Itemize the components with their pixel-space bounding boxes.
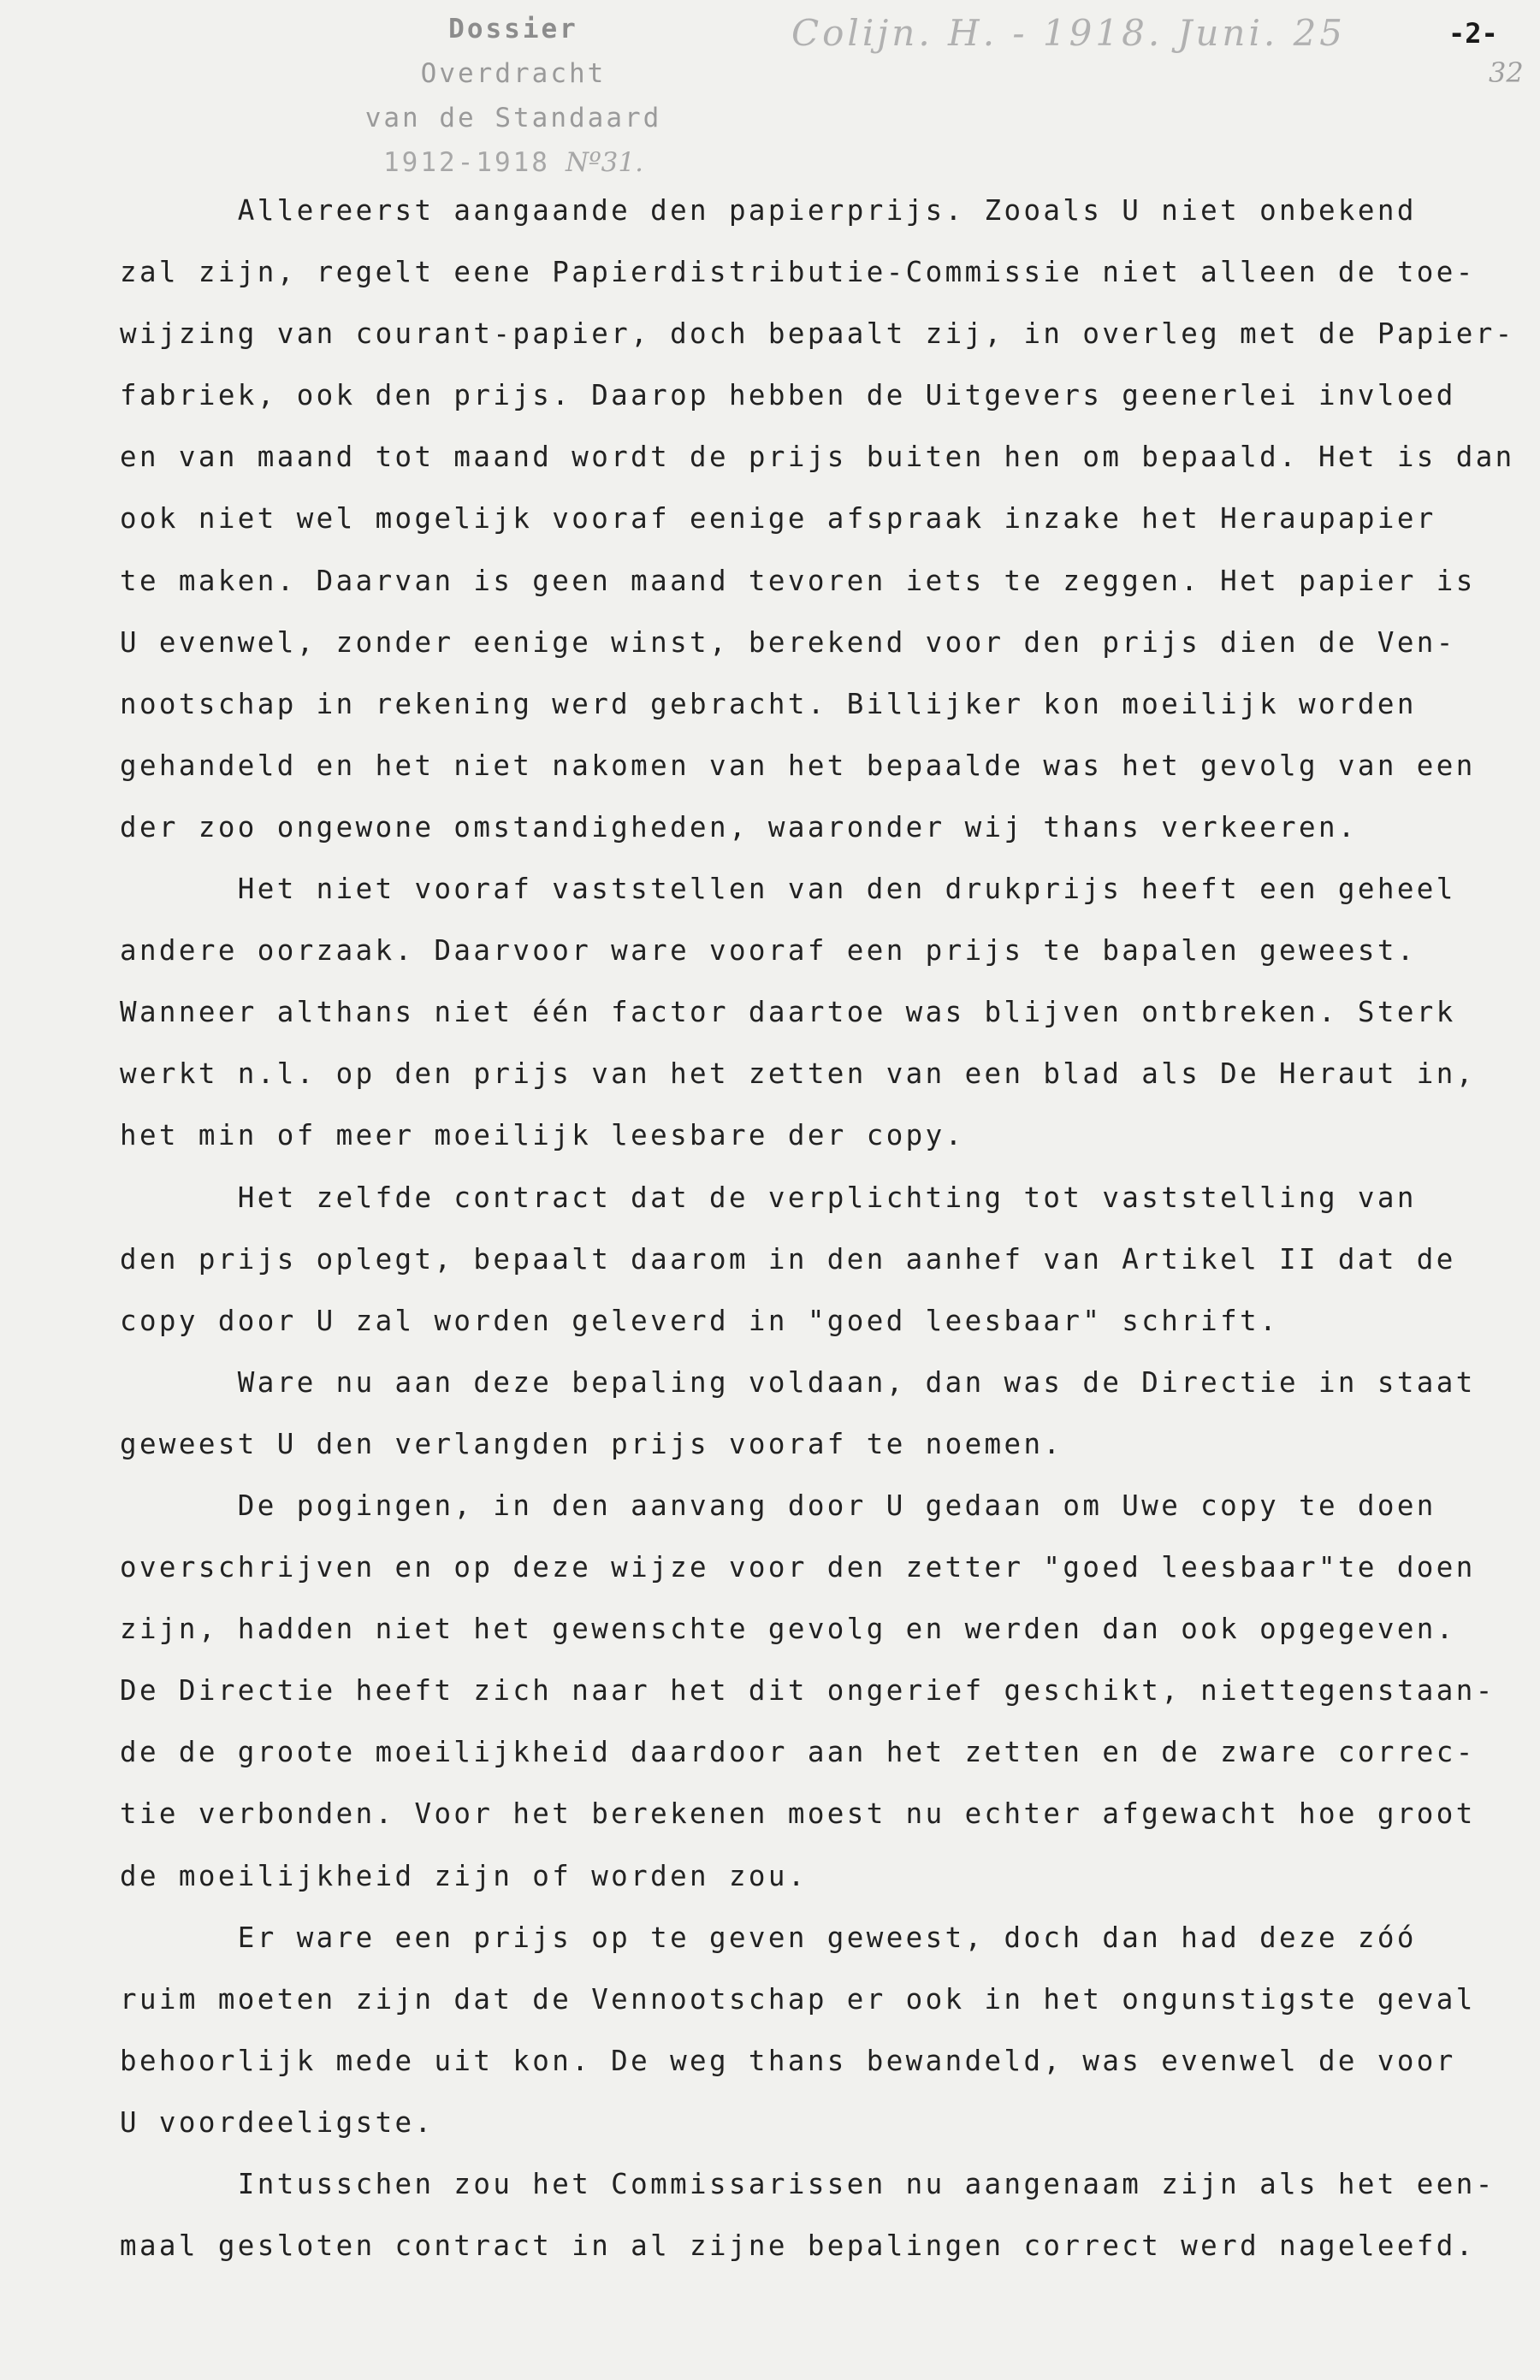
text-line: Intusschen zou het Commissarissen nu aangenaam zijn als het een- (120, 2168, 1496, 2200)
text-line: werkt n.l. op den prijs van het zetten van een blad als De Heraut in, (120, 1057, 1476, 1091)
text-line: te maken. Daarvan is geen maand tevoren iets te zeggen. Het papier is (120, 564, 1476, 597)
text-line: gehandeld en het niet nakomen van het bepaalde was het gevolg van een (120, 749, 1476, 782)
text-line: De pogingen, in den aanvang door U gedaan om Uwe copy te doen (120, 1489, 1436, 1522)
text-line: wijzing van courant-papier, doch bepaalt zij, in overleg met de Papier- (120, 317, 1515, 351)
text-line: behoorlijk mede uit kon. De weg thans bewandeld, was evenwel de voor (120, 2044, 1456, 2077)
text-line: Het zelfde contract dat de verplichting tot vaststelling van (120, 1181, 1417, 1214)
text-line: nootschap in rekening werd gebracht. Billijker kon moeilijk worden (120, 687, 1417, 720)
text-line: Allereerst aangaande den papierprijs. Zooals U niet onbekend (120, 194, 1417, 227)
text-line: andere oorzaak. Daarvoor ware vooraf een prijs te bapalen geweest. (120, 934, 1417, 968)
archive-stamp (325, 7, 702, 185)
stamp-years: 1912-1918 (383, 147, 550, 178)
text-line: Ware nu aan deze bepaling voldaan, dan was de Directie in staat (120, 1365, 1476, 1399)
text-line: fabriek, ook den prijs. Daarop hebben de Uitgevers geenerlei invloed (120, 379, 1456, 412)
text-line: U evenwel, zonder eenige winst, berekend voor den prijs dien de Ven- (120, 625, 1456, 659)
text-line: overschrijven en op deze wijze voor den zetter "goed leesbaar"te doen (120, 1551, 1476, 1584)
folio-number: 32 (1489, 56, 1524, 89)
text-line: copy door U zal worden geleverd in "goed leesbaar" schrift. (120, 1304, 1280, 1337)
text-line: De Directie heeft zich naar het dit ongerief geschikt, niettegenstaan- (120, 1674, 1496, 1708)
text-line: zijn, hadden niet het gewenschte gevolg en werden dan ook opgegeven. (120, 1613, 1456, 1646)
text-line: ook niet wel mogelijk vooraf eenige afspraak inzake het Heraupapier (120, 502, 1436, 536)
text-line: der zoo ongewone omstandigheden, waaronder wij thans verkeeren. (120, 810, 1358, 844)
text-line: tie verbonden. Voor het berekenen moest nu echter afgewacht hoe groot (120, 1797, 1476, 1831)
text-line: Wanneer althans niet één factor daartoe was blijven ontbreken. Sterk (120, 996, 1456, 1029)
text-line: den prijs oplegt, bepaalt daarom in den aanhef van Artikel II dat de (120, 1242, 1456, 1276)
text-line: ruim moeten zijn dat de Vennootschap er ook in het ongunstigste geval (120, 1982, 1476, 2016)
text-line: Er ware een prijs op te geven geweest, doch dan had deze zóó (120, 1921, 1417, 1954)
stamp-line-overdracht: Overdracht (420, 58, 607, 89)
text-line: de moeilijkheid zijn of worden zou. (120, 1859, 808, 1892)
text-line: de de groote moeilijkheid daardoor aan het zetten en de zware correc- (120, 1736, 1476, 1769)
text-line: U voordeeligste. (120, 2105, 435, 2139)
page-number: -2- (1448, 17, 1498, 50)
letter-body (120, 180, 1515, 2276)
text-line: zal zijn, regelt eene Papierdistributie-Commissie niet alleen de toe- (120, 256, 1476, 289)
stamp-years-line (325, 140, 702, 185)
stamp-line-standaard: van de Standaard (364, 103, 662, 133)
text-line: en van maand tot maand wordt de prijs buiten hen om bepaald. Het is dan (120, 441, 1515, 474)
text-line: geweest U den verlangden prijs vooraf te noemen. (120, 1427, 1063, 1460)
stamp-line-dossier: Dossier (448, 14, 578, 44)
pencil-annotation: Colijn. H. - 1918. Juni. 25 (791, 12, 1347, 54)
text-line: maal gesloten contract in al zijne bepalingen correct werd nageleefd. (120, 2229, 1476, 2263)
text-line: Het niet vooraf vaststellen van den drukprijs heeft een geheel (120, 873, 1456, 906)
text-line: het min of meer moeilijk leesbare der copy. (120, 1119, 965, 1152)
stamp-reference-number: Nº31. (565, 147, 643, 178)
